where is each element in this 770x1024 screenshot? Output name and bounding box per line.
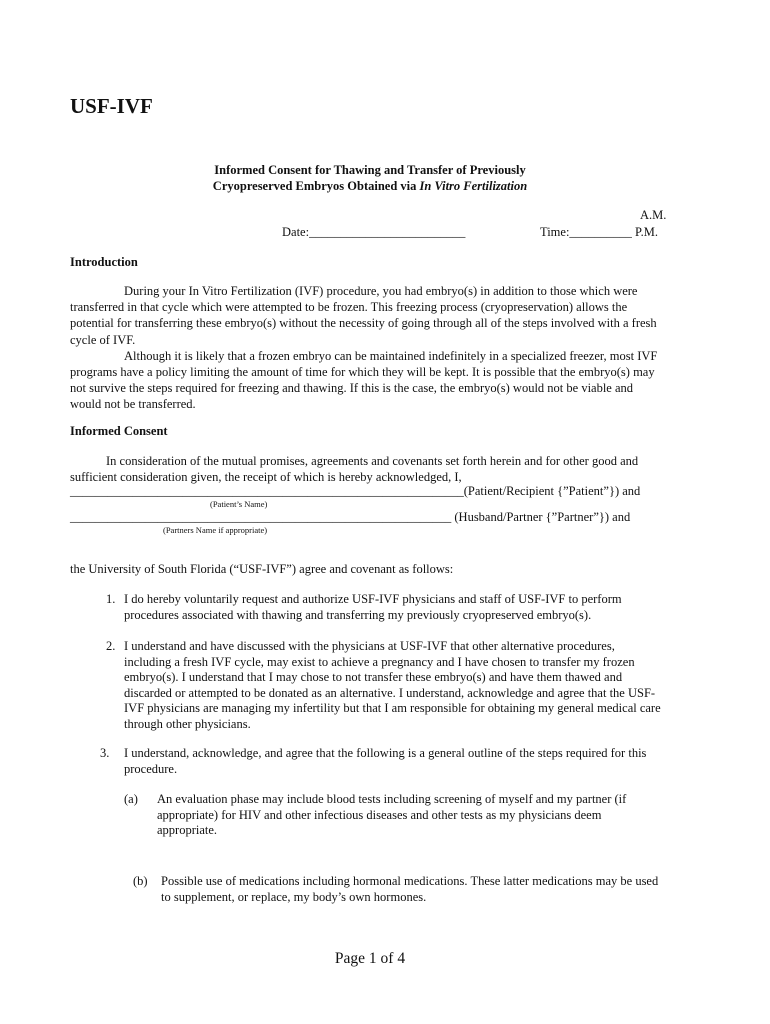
subitem-line: appropriate) for HIV and other infectious diseases and other tests as my physicians deem [157,807,602,822]
item-3-text [124,746,684,777]
subitem-line: An evaluation phase may include blood tests including screening of myself and my partner (if [157,792,627,806]
intro-p1-line: potential for transferring these embryo(s) without the necessity of going through all of the steps involved with a fresh [70,316,657,331]
item-line: I understand, acknowledge, and agree that the following is a general outline of the steps required for this [124,746,647,760]
item-line: procedure. [124,761,178,776]
partner-name-caption: (Partners Name if appropriate) [163,525,268,535]
subitem-label: (a) [124,792,138,806]
document-title-line-2 [0,179,740,194]
subitem-a-text [157,792,687,839]
title-line-2-prefix: Cryopreserved Embryos Obtained via [212,179,420,193]
document-title-line-1: Informed Consent for Thawing and Transfer of Previously [214,163,526,177]
item-number: 1. [106,592,116,606]
time-field[interactable] [540,225,658,240]
subitem-b-text [161,874,721,905]
item-line: embryo(s). I understand that I may chose to not transfer these embryo(s) and have them thawed and [124,670,623,685]
organization-title: USF-IVF [70,94,153,118]
time-label: Time: [540,225,570,239]
subitem-line: appropriate. [157,823,218,838]
item-number: 2. [106,639,116,653]
item-number: 3. [100,746,110,760]
intro-p2-line: programs have a policy limiting the amount of time for which they will be kept. It is possible that the embryo(s) may [70,365,655,380]
item-line: I understand and have discussed with the physicians at USF-IVF that other alternative procedures, [124,639,615,653]
intro-p1-line: cycle of IVF. [70,332,136,347]
consent-line: In consideration of the mutual promises, agreements and covenants set forth herein and for other good and [106,454,639,468]
intro-p2-line: would not be transferred. [70,397,196,412]
item-line: including a fresh IVF cycle, may exist to achieve a pregnancy and I have chosen to transfer my frozen [124,654,635,669]
patient-name-caption: (Patient’s Name) [210,499,268,509]
item-line: discarded or attempted to be donated as an alternative. I understand, acknowledge and agree that the USF- [124,685,656,700]
item-1-text [124,592,684,623]
title-line-2-italic: In Vitro Fertilization [419,179,528,193]
partner-name-line[interactable]: _____________________________________________________________ (Husband/Partner {”Partner”}) and [70,510,631,524]
page-number: Page 1 of 4 [334,950,406,967]
intro-p2-line: not survive the steps required for freezing and thawing. If this is the case, the embryo(s) would not be viable and [70,381,634,396]
consent-paragraph [70,453,670,485]
consent-line: sufficient consideration given, the receipt of which is hereby acknowledged, I, [70,470,462,485]
am-label: A.M. [640,208,667,222]
item-line: I do hereby voluntarily request and authorize USF-IVF physicians and staff of USF-IVF to perform [124,592,622,606]
intro-p2-line: Although it is likely that a frozen embryo can be maintained indefinitely in a specialized freezer, most IVF [124,348,658,363]
item-line: procedures associated with thawing and transferring my previously cryopreserved embryo(s). [124,607,592,622]
agreement-statement: the University of South Florida (“USF-IVF”) agree and covenant as follows: [70,562,454,576]
patient-name-line[interactable]: _______________________________________________________________(Patient/Recipient {”Patient”}) and [70,484,641,498]
date-field[interactable] [282,225,465,240]
pm-label: P.M. [635,225,658,239]
informed-consent-heading: Informed Consent [70,424,168,438]
date-blank[interactable]: _________________________ [309,225,466,239]
intro-paragraph-1 [70,283,670,413]
introduction-heading: Introduction [70,255,138,269]
item-line: IVF physicians are managing my infertility but that I am responsible for obtaining my general medical care [124,701,661,716]
time-blank[interactable]: __________ [569,225,632,239]
subitem-label: (b) [133,874,148,888]
date-label: Date: [282,225,310,239]
item-2-text [124,639,684,733]
intro-p1-line: transferred in that cycle which were attempted to be frozen. This freezing process (cryopreservation) allows the [70,300,628,315]
intro-p1-line: During your In Vitro Fertilization (IVF) procedure, you had embryo(s) in addition to those which were [124,284,638,298]
subitem-line: to supplement, or replace, my body’s own hormones. [161,889,427,904]
subitem-line: Possible use of medications including hormonal medications. These latter medications may be used [161,874,659,888]
item-line: through other physicians. [124,716,251,731]
